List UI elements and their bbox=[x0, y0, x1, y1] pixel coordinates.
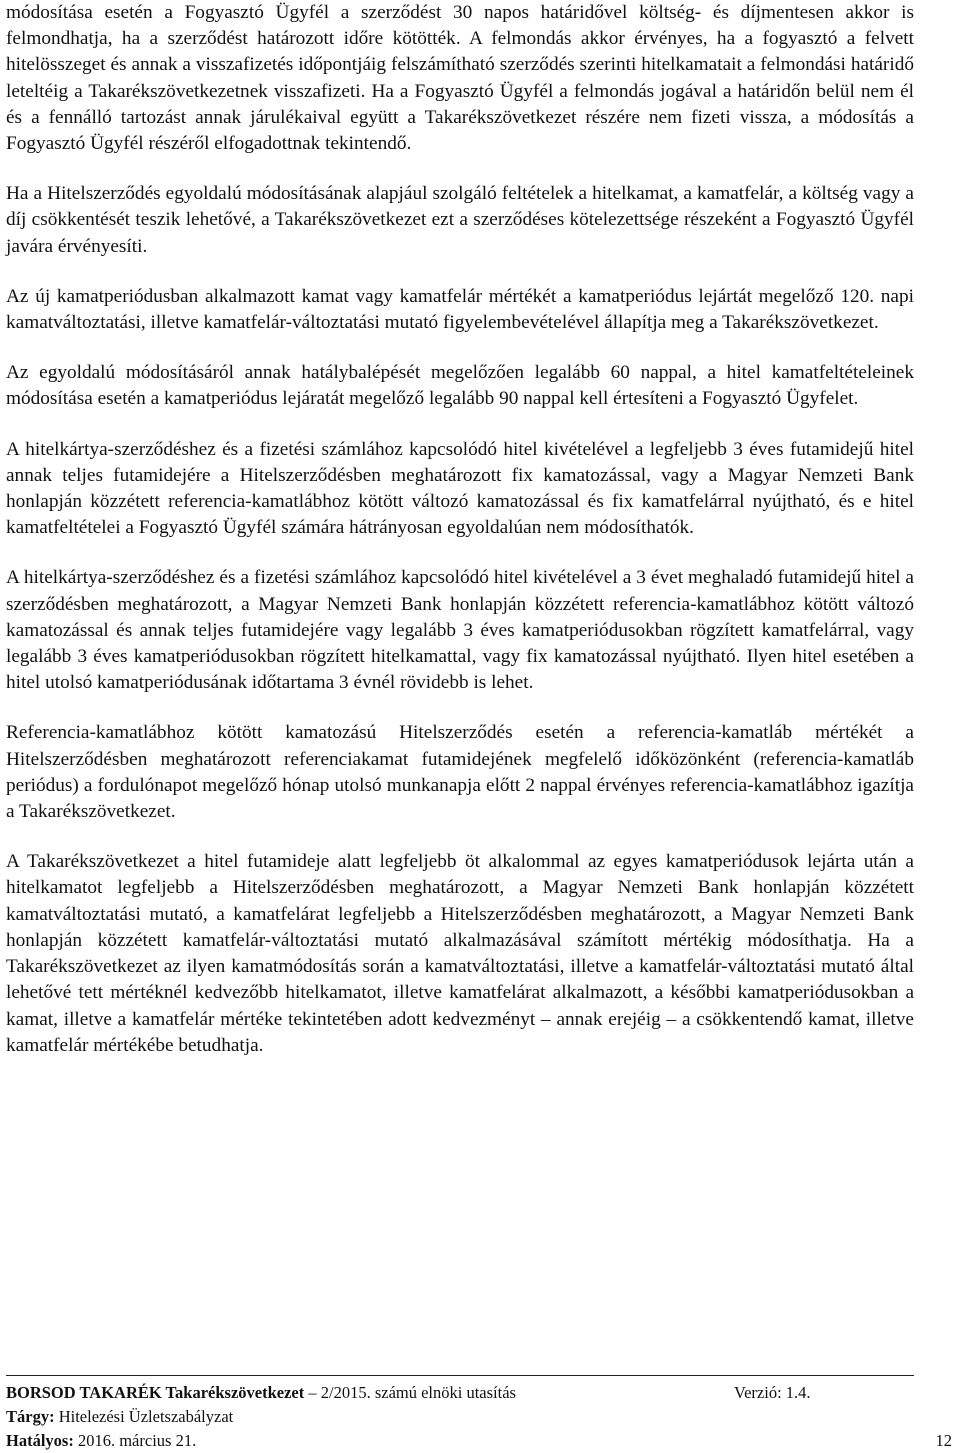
footer-row-effective bbox=[6, 1429, 956, 1453]
footer-divider bbox=[6, 1375, 914, 1376]
footer-doc-ref: – 2/2015. számú elnöki utasítás bbox=[304, 1383, 516, 1402]
footer-version bbox=[734, 1381, 811, 1405]
paragraph-favourable-change: Ha a Hitelszerződés egyoldalú módosításának alapjául szolgáló feltételek a hitelkamat, a kamatfelár, a költség vagy a díj csökkentését teszik lehetővé, a Takarékszövetkezet ezt a szerződéses kötelezettsége részeként a Fogyasztó Ügyfél javára érvényesíti. bbox=[6, 183, 914, 257]
paragraph-long-term-credit: A hitelkártya-szerződéshez és a fizetési számlához kapcsolódó hitel kivételével a 3 évet meghaladó futamidejű hitel a szerződésben meghatározott, a Magyar Nemzeti Bank honlapján közzétett referencia-kamatlábhoz kötött változó kamatozással és annak teljes futamidejére vagy legalább 3 éves kamatperiódusokban rögzített kamatfelárral, vagy legalább 3 éves kamatperiódusokban rögzített hitelkamattal, vagy fix kamatozással nyújtható. Ilyen hitel esetében a hitel utolsó kamatperiódusának időtartama 3 évnél rövidebb is lehet. bbox=[6, 567, 914, 694]
paragraph-new-interest-period: Az új kamatperiódusban alkalmazott kamat vagy kamatfelár mértékét a kamatperiódus lejártát megelőző 120. napi kamatváltoztatási, illetve kamatfelár-változtatási mutató figyelembevételével állapítja meg a Takarékszövetkezet. bbox=[6, 285, 914, 334]
footer-org-name: BORSOD TAKARÉK Takarékszövetkezet bbox=[6, 1383, 305, 1402]
footer-version-value: 1.4. bbox=[781, 1383, 811, 1402]
footer-subject-label: Tárgy: bbox=[6, 1407, 55, 1426]
paragraph-reference-rate: Referencia-kamatlábhoz kötött kamatozású Hitelszerződés esetén a referencia-kamatláb mértékét a Hitelszerződésben meghatározott referenciakamat futamidejének megfelelő időközönként (referencia-kamatláb periódus) a fordulónapot megelőző hónap utolsó munkanapja előtt 2 nappal érvényes referencia-kamatlábhoz igazítja a Takarékszövetkezet. bbox=[6, 722, 914, 823]
footer-version-label: Verzió: bbox=[734, 1383, 782, 1402]
page-number: 12 bbox=[935, 1431, 952, 1450]
footer-effective-value: 2016. március 21. bbox=[73, 1431, 197, 1450]
footer-row-subject bbox=[6, 1405, 956, 1429]
footer-effective-label: Hatályos: bbox=[6, 1431, 74, 1450]
footer-row-org bbox=[6, 1381, 956, 1405]
paragraph-termination-right: módosítása esetén a Fogyasztó Ügyfél a szerződést 30 napos határidővel költség- és díjmentesen akkor is felmondhatja, ha a szerződést határozott időre kötötték. A felmondás akkor érvényes, ha a fogyasztó a felvett hitelösszeget és annak a visszafizetés időpontjáig felszámítható szerződés szerinti hitelkamatait a felmondási határidő leteltéig a Takarékszövetkezetnek visszafizeti. Ha a Fogyasztó Ügyfél a felmondás jogával a határidőn belül nem él és a fennálló tartozást annak járulékaival együtt a Takarékszövetkezet részére nem fizeti vissza, a módosítás a Fogyasztó Ügyfél részéről elfogadottnak tekintendő. bbox=[6, 2, 914, 155]
page-footer bbox=[6, 1381, 956, 1453]
paragraph-notification: Az egyoldalú módosításáról annak hatálybalépését megelőzően legalább 60 nappal, a hitel kamatfeltételeinek módosítása esetén a kamatperiódus lejáratát megelőző legalább 90 nappal kell értesíteni a Fogyasztó Ügyfelet. bbox=[6, 362, 914, 410]
footer-subject-value: Hitelezési Üzletszabályzat bbox=[54, 1407, 234, 1426]
document-body bbox=[6, 0, 914, 1083]
paragraph-rate-modification-limit: A Takarékszövetkezet a hitel futamideje alatt legfeljebb öt alkalommal az egyes kamatperiódusok lejárta után a hitelkamatot legfeljebb a Hitelszerződésben meghatározott, a Magyar Nemzeti Bank honlapján közzétett kamatváltoztatási mutató, a kamatfelárat legfeljebb a Hitelszerződésben meghatározott, a Magyar Nemzeti Bank honlapján közzétett kamatfelár-változtatási mutató alkalmazásával számított mértékig módosíthatja. Ha a Takarékszövetkezet az ilyen kamatmódosítás során a kamatváltoztatási, illetve a kamatfelár-változtatási mutató által lehetővé tett mértéknél kedvezőbb hitelkamatot, illetve kamatfelárat alkalmazott, a későbbi kamatperiódusokban a kamat, illetve a kamatfelár mértéke tekintetében adott kedvezményt – annak erejéig – a csökkentendő kamat, illetve kamatfelár mértékébe betudhatja. bbox=[6, 851, 914, 1056]
paragraph-short-term-credit: A hitelkártya-szerződéshez és a fizetési számlához kapcsolódó hitel kivételével a legfeljebb 3 éves futamidejű hitel annak teljes futamidejére a Hitelszerződésben meghatározott fix kamatozással, vagy a Magyar Nemzeti Bank honlapján közzétett referencia-kamatlábhoz kötött változó kamatozással és fix kamatfelárral nyújtható, és e hitel kamatfeltételei a Fogyasztó Ügyfél számára hátrányosan egyoldalúan nem módosíthatók. bbox=[6, 438, 914, 539]
